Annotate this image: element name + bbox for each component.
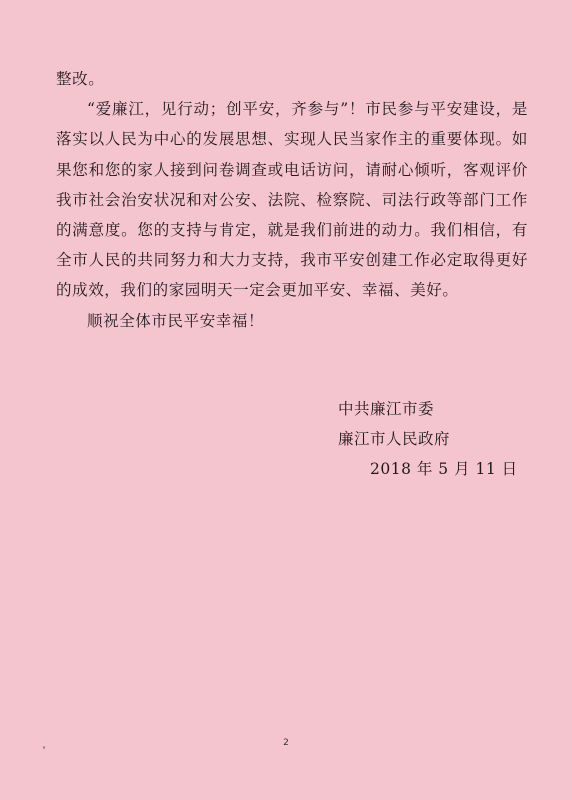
paragraph-closing: 顺祝全体市民平安幸福！ xyxy=(87,311,265,330)
page-number: 2 xyxy=(283,738,289,748)
signature-block xyxy=(338,394,518,484)
signature-org-party: 中共廉江市委 xyxy=(338,400,435,418)
signature-org-government: 廉江市人民政府 xyxy=(338,430,451,448)
letter-body xyxy=(56,64,528,336)
paragraph-main: “爱廉江，见行动；创平安，齐参与”！市民参与平安建设，是落实以人民为中心的发展思想、实现人民当家作主的重要体现。如果您和您的家人接到问卷调查或电话访问，请耐心倾听，客观评价我市社会治安状况和对公安、法院、检察院、司法行政等部门工作的满意度。您的支持与肯定，就是我们前进的动力。我们相信，有全市人民的共同努力和大力支持，我市平安创建工作必定取得更好的成效，我们的家园明天一定会更加平安、幸福、美好。 xyxy=(56,100,528,300)
signature-date: 2018 年 5 月 11 日 xyxy=(370,460,518,478)
paragraph-continuation: 整改。 xyxy=(56,70,105,88)
